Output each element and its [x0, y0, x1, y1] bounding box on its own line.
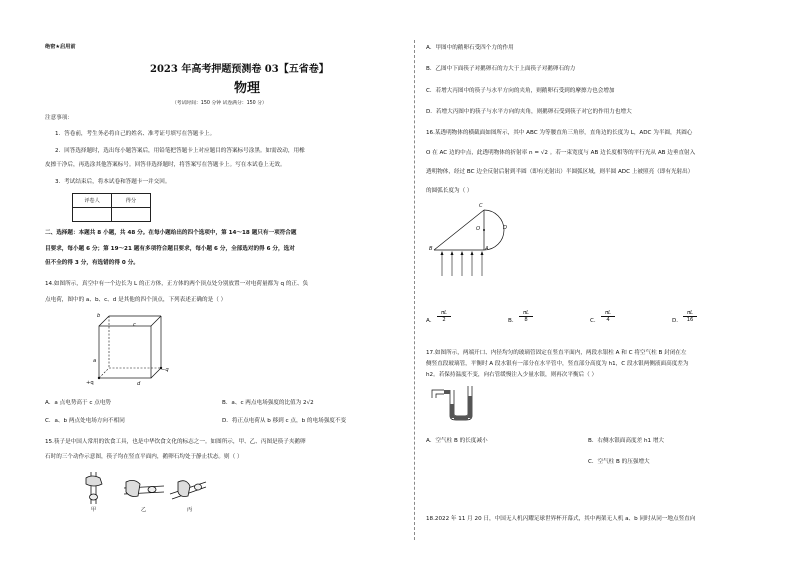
prism-figure — [428, 200, 518, 280]
q16-option-a-frac — [437, 310, 451, 323]
section2-line-3: 但不全的得 3 分，有选错的得 0 分。 — [45, 260, 139, 266]
chopsticks-figure-jia — [82, 470, 112, 506]
q17-option-a: A．空气柱 B 的长度减小 — [426, 438, 488, 444]
cube-figure — [85, 312, 175, 392]
q16-option-b-letter: B． — [508, 318, 518, 324]
cube-label-d: d — [137, 381, 141, 387]
q14-option-d: D．将正点电荷从 b 移到 c 点，b 的电场强度不变 — [222, 418, 347, 424]
notice-heading: 注意事项： — [45, 115, 73, 121]
cube-label-b: b — [97, 313, 101, 319]
section2-line-1: 二、选择题：本题共 8 小题，共 48 分。在每小题给出的四个选项中，第 14～18 题只有一项符合题 — [45, 230, 297, 236]
notice-item-1: 1．答卷前，考生务必将自己的姓名、准考证号填写在答题卡上。 — [55, 131, 216, 137]
score-table-cell — [112, 208, 151, 222]
q15-option-b: B．乙图中下面筷子对鹅卵石的力大于上面筷子对鹅卵石的力 — [426, 66, 576, 72]
subject-title: 物理 — [234, 81, 261, 96]
q15-option-c: C．若增大丙图中的筷子与水平方向的夹角，则鹅卵石受到的摩擦力也会增加 — [426, 88, 615, 94]
score-table — [72, 193, 151, 222]
section2-line-2: 目要求，每小题 6 分；第 19～21 题有多项符合题目要求，每小题 6 分，全部选对的得 6 分，选对 — [45, 246, 295, 252]
chopsticks-figure-yi — [122, 478, 166, 502]
cube-label-c: c — [133, 322, 136, 328]
cube-label-nq: −q — [161, 367, 169, 373]
q17-option-c: C．空气柱 B 的压强增大 — [588, 459, 650, 465]
cube-label-a: a — [93, 358, 97, 364]
q15-line-1: 15.筷子是中国人常用的饮食工具，也是中华饮食文化的标志之一。如图所示，甲、乙、丙图是筷子夹鹅卵 — [45, 439, 306, 445]
frac-numerator: πL — [437, 310, 451, 317]
q16-line-4: 的圆弧长度为（ ） — [426, 188, 473, 194]
notice-item-2: 2．回答选择题时，选出每小题答案后，用铅笔把答题卡上对应题目的答案标号涂黑。如需改动，用橡 — [55, 148, 305, 154]
q16-option-b-frac — [519, 310, 533, 323]
score-table-cell — [73, 208, 112, 222]
frac-numerator: πL — [601, 310, 615, 317]
prism-label-a: A — [485, 246, 489, 252]
score-table-reviewer: 评卷人 — [73, 194, 112, 208]
q14-option-c: C．a、b 两点处电场方向不相同 — [45, 418, 125, 424]
frac-denominator: 16 — [686, 317, 694, 323]
prism-label-b: B — [429, 246, 433, 252]
fig-label-jia: 甲 — [91, 507, 97, 513]
q17-line-1: 17.如图所示，两端开口、内径均匀的玻璃管固定在竖直平面内，两段水银柱 A 和 C 将空气柱 B 封闭在左 — [426, 350, 687, 356]
q16-line-3: 透明物体，经过 BC 边全反射后射到半圆（即有光射出）半圆弧区域，则半圆 ADC 上被照亮（即有光射出） — [426, 169, 694, 175]
q16-option-d-frac — [683, 310, 697, 323]
frac-numerator: πL — [683, 310, 697, 317]
fig-label-yi: 乙 — [141, 507, 147, 513]
chopsticks-figure-bing — [168, 476, 208, 502]
q14-line-1: 14.如图所示，真空中有一个边长为 L 的正方体，正方体的两个顶点处分别放置一对电荷量都为 q 的正、负 — [45, 281, 309, 287]
q15-option-a: A．甲图中的鹅卵石受四个力的作用 — [426, 45, 514, 51]
q14-option-b: B．a、c 两点电场强度的比值为 2√2 — [222, 400, 314, 406]
q14-line-2: 点电荷，图中的 a、b、c、d 是其他的四个顶点，下列表述正确的是（ ） — [45, 297, 227, 303]
q15-line-2: 石时的三个动作示意图，筷子均在竖直平面内，鹅卵石均处于静止状态。则（ ） — [45, 454, 243, 460]
fig-label-bing: 丙 — [187, 507, 193, 513]
frac-denominator: 8 — [524, 317, 528, 323]
q16-option-a-letter: A． — [426, 318, 436, 324]
frac-numerator: πL — [519, 310, 533, 317]
q16-option-d-letter: D． — [672, 318, 682, 324]
prism-label-d: D — [503, 225, 507, 231]
page-title: 2023 年高考押题预测卷 03【五省卷】 — [150, 64, 329, 75]
q15-option-d: D．若增大丙图中的筷子与水平方向的夹角，则鹅卵石受到筷子对它的作用力也增大 — [426, 109, 632, 115]
cube-label-pq: +q — [86, 380, 94, 386]
q14-option-a: A．a 点电势高于 c 点电势 — [45, 400, 112, 406]
notice-item-2b: 皮擦干净后，再选涂其他答案标号。回答非选择题时，将答案写在答题卡上。写在本试卷上无效。 — [45, 162, 286, 168]
frac-denominator: 4 — [606, 317, 610, 323]
notice-item-3: 3．考试结束后，将本试卷和答题卡一并交回。 — [55, 179, 171, 185]
u-tube-figure — [426, 384, 486, 424]
column-divider — [414, 40, 415, 540]
q16-line-2: O 在 AC 边的中点，此透明物体的折射率 n = √2 。若一束宽度与 AB 边长度相等的平行光从 AB 边垂直射入 — [426, 150, 696, 156]
q17-option-b: B．右侧水银面高度差 h1 增大 — [588, 438, 665, 444]
score-table-score: 得分 — [112, 194, 151, 208]
secret-mark: 绝密★启用前 — [45, 44, 76, 50]
q18-line-1: 18.2022 年 11 月 20 日，中国无人机闪耀足球世界杯开幕式，其中两架无人机 a、b 同时从同一地点竖直向 — [426, 516, 696, 522]
q16-option-c-frac — [601, 310, 615, 323]
q16-option-c-letter: C． — [590, 318, 600, 324]
exam-meta: （考试时间：150 分钟 试卷满分：150 分） — [172, 101, 267, 106]
prism-label-o: O — [476, 226, 481, 232]
frac-denominator: 2 — [442, 317, 446, 323]
q17-line-2: 侧竖直段玻璃管，平衡时 A 段水银有一部分在水平管中，竖直部分高度为 h1，C 段水银两侧液面高度差为 — [426, 361, 689, 367]
prism-label-c: C — [479, 203, 483, 209]
q16-line-1: 16.某透明物体的横截面如图所示，其中 ABC 为等腰直角三角形，直角边的长度为 L，ADC 为半圆，其圆心 — [426, 130, 693, 136]
q17-line-3: h2。若保持温度不变，向右管缓慢注入少量水银，则再次平衡后（ ） — [426, 372, 598, 378]
